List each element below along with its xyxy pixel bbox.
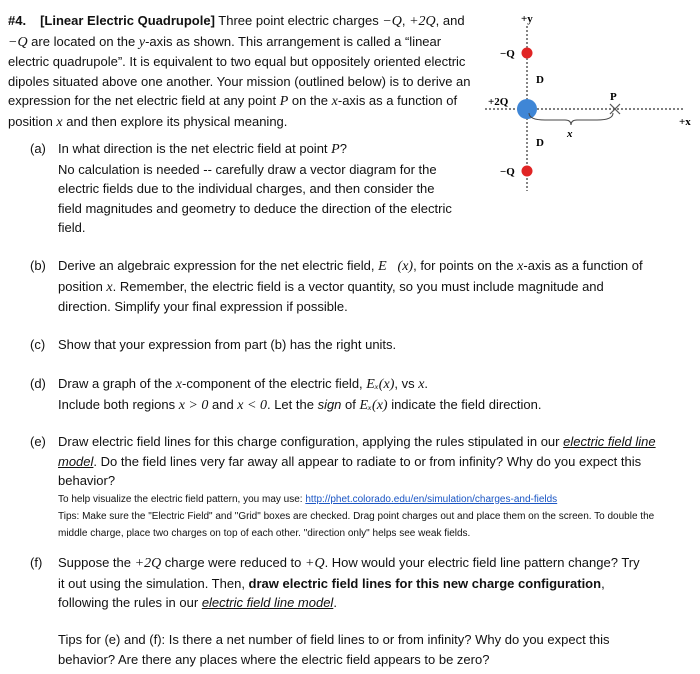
part-f: (f) Suppose the +2Q charge were reduced to +Q. How would your electric field line pattern change? Try it out using the simulation. Then, draw electric field lines for this new charge configuration, following the rules in our electric field line model. <box>30 555 640 610</box>
part-a-label: (a) <box>30 141 46 156</box>
electric-field-line-model-link-f[interactable]: electric field line model <box>201 595 334 610</box>
charge-top-negative <box>522 48 533 59</box>
charge-top-label: −Q <box>500 48 515 60</box>
charge-middle-positive <box>517 99 537 119</box>
part-a: (a) In what direction is the net electric field at point P? No calculation is needed -- carefully draw a vector diagram for the electric fields due to the individual charges, and then consider the field magnitudes and geometry to deduce the direction of the electric field. <box>30 141 452 235</box>
part-e: (e) Draw electric field lines for this charge configuration, applying the rules stipulated in our electric field line model. Do the field lines very far away all appear to radiate to or from infinity? Why do you expect this behavior? To help visualize the electric field pattern, you may use: http://phet.colorado.edu/en/simulation/charges-and-fields Tips: Make sure the "Electric Field" and "Grid" boxes are checked. Drag point charges out and place them on the screen. To double the middle charge, place two charges on top of each other. "direction only" helps see weak fields. <box>30 434 656 539</box>
problem-intro: #4. [Linear Electric Quadrupole] Three point electric charges −Q, +2Q, and −Q are located on the y-axis as shown. This arrangement is called a “linear electric quadrupole”. It is equivalent to two equal but oppositely oriented electric dipoles situated above one another. Your mission (outlined below) is to derive an expression for the net electric field at any point P on the x-axis as a function of position x and then explore its physical meaning. <box>8 13 471 130</box>
part-c: (c) Show that your expression from part (b) has the right units. <box>30 335 660 355</box>
part-e-label: (e) <box>30 434 46 449</box>
distance-d-top-label: D <box>536 74 544 86</box>
quadrupole-diagram <box>485 6 700 201</box>
y-axis-label: +y <box>521 13 533 25</box>
problem-number: #4. <box>8 13 27 28</box>
part-c-label: (c) <box>30 337 46 352</box>
part-e-tips: Tips: Make sure the "Electric Field" and "Grid" boxes are checked. Drag point charges out and place them on the screen. To double the middle charge, place two charges on top of each other. "direction only" helps see weak fields. <box>58 510 655 539</box>
charge-bottom-negative <box>522 166 533 177</box>
part-b: (b) Derive an algebraic expression for the net electric field, E⃗(x), for points on the x-axis as a function of position x. Remember, the electric field is a vector quantity, so you must include magnitude and direction. Simplify your final expression if possible. <box>30 258 643 314</box>
point-p-label: P <box>610 91 617 103</box>
distance-x-brace <box>529 113 613 125</box>
part-b-label: (b) <box>30 258 46 273</box>
part-f-label: (f) <box>30 555 43 570</box>
charge-middle-label: +2Q <box>488 96 509 108</box>
distance-x-label: x <box>567 128 573 140</box>
final-tips: Tips for (e) and (f): Is there a net number of field lines to or from infinity? Why do you expect this behavior? Are there any places where the electric field appears to be zero? <box>58 632 610 667</box>
part-d: (d) Draw a graph of the x-component of the electric field, Eₓ(x), vs x. Include both regions x > 0 and x < 0. Let the sign of Eₓ(x) indicate the field direction. <box>30 376 542 413</box>
x-axis-label: +x <box>679 116 691 128</box>
charge-bottom-label: −Q <box>500 166 515 178</box>
electric-field-line-model-link-e[interactable]: electric field line model <box>58 434 656 469</box>
problem-title: [Linear Electric Quadrupole] <box>40 13 215 28</box>
distance-d-bottom-label: D <box>536 137 544 149</box>
part-a-text: No calculation is needed -- carefully draw a vector diagram for the electric fields due to the individual charges, and then consider the field magnitudes and geometry to deduce the direction of the electric field. <box>58 161 452 235</box>
part-d-label: (d) <box>30 376 46 391</box>
phet-simulation-link[interactable]: http://phet.colorado.edu/en/simulation/charges-and-fields <box>305 493 558 505</box>
